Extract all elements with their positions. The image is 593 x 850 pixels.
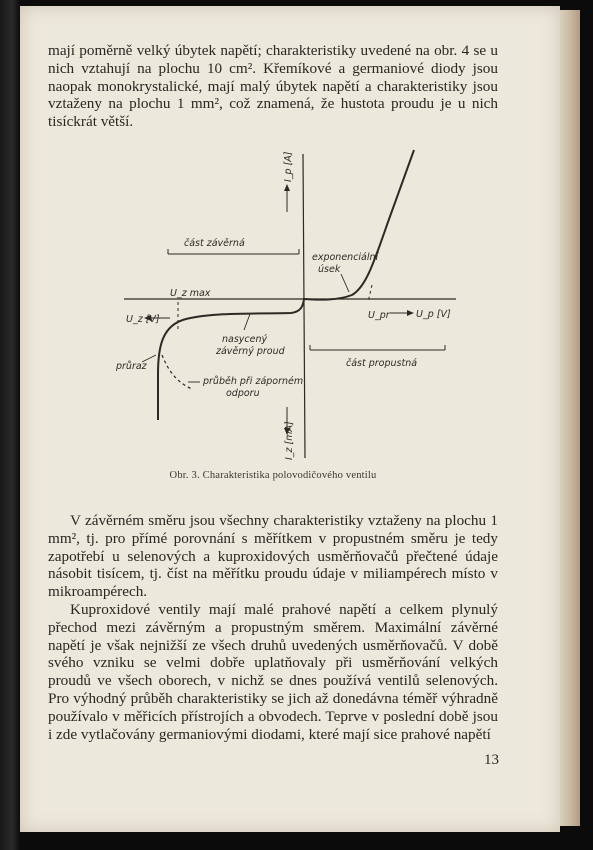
top-text: [48, 42, 498, 131]
ip-axis-label: I_p [A]: [283, 151, 294, 182]
exponencialni-label: exponenciální: [312, 252, 379, 263]
bottom-text: [48, 512, 498, 743]
negative-resistance-curve: [162, 355, 192, 389]
odporu-label: odporu: [226, 388, 260, 399]
paragraph: Kuproxidové ventily mají malé prahové napětí a celkem plynulý přechod mezi závěrným a propustným směrem. Maximální závěrné napětí je však nejnižší ze všech druhů uvedených usměrňovačů. V době svého vzniku se velmi dobře uplatňovaly při usměrňování velkých proudů ve všech oborech, v nichž se dnes používá ventilů selenových. Pro výhodný průběh charakteristiky se jich až donedávna téměř výhradně používalo v měřicích přístrojích a obvodech. Teprve v poslední době jsou i zde vytlačovány germaniovými diodami, které mají sice prahové napětí: [48, 600, 498, 743]
diode-characteristic-figure: [96, 142, 476, 462]
prubeh-label: průběh při záporném: [203, 376, 304, 387]
ip-arrow-head: [284, 184, 290, 191]
up-axis-label: U_p [V]: [416, 309, 451, 320]
zaverna-label: část závěrná: [184, 238, 245, 249]
figure-caption: Obr. 3. Charakteristika polovodičového ventilu: [169, 470, 377, 481]
page-stack-edge: [560, 10, 580, 826]
paragraph: V závěrném směru jsou všechny charakteristiky vztaženy na plochu 1 mm², tj. pro přímé porovnání s měřítkem v propustném směru je tedy zapotřebí u selenových a kuproxidových usměrňovačů přečtené údaje násobit tisícem, tj. číst na měřítku proudu údaje v miliampérech místo v mikroampérech.: [48, 512, 498, 601]
exponencialni-pointer: [341, 274, 349, 292]
upr-label: U_pr: [368, 310, 390, 321]
page-number: 13: [484, 752, 499, 768]
propustna-label: část propustná: [346, 358, 418, 369]
uz-max-label: U_z max: [170, 288, 211, 299]
paragraph: mají poměrně velký úbytek napětí; charakteristiky uvedené na obr. 4 se u nich vztahují na plochu 10 cm². Křemíkové a germaniové diody jsou naopak monokrystalické, mají malý úbytek napětí a charakteristiky jsou vztaženy na plochu 1 mm², což znamená, že hustota proudu je u nich tisíckrát větší.: [48, 42, 498, 131]
up-arrow-head: [407, 310, 414, 316]
nasyceny-pointer: [244, 314, 250, 330]
nasyceny-label: nasycený: [222, 334, 268, 345]
pruraz-label: průraz: [116, 361, 147, 372]
uz-axis-label: U_z [V]: [126, 314, 160, 325]
usek-label: úsek: [318, 264, 341, 275]
book-binding: [0, 0, 20, 850]
zaverny-proud-label: závěrný proud: [216, 346, 285, 357]
iz-axis-label: I_z [mA]: [284, 421, 295, 460]
vertical-axis: [303, 154, 305, 458]
